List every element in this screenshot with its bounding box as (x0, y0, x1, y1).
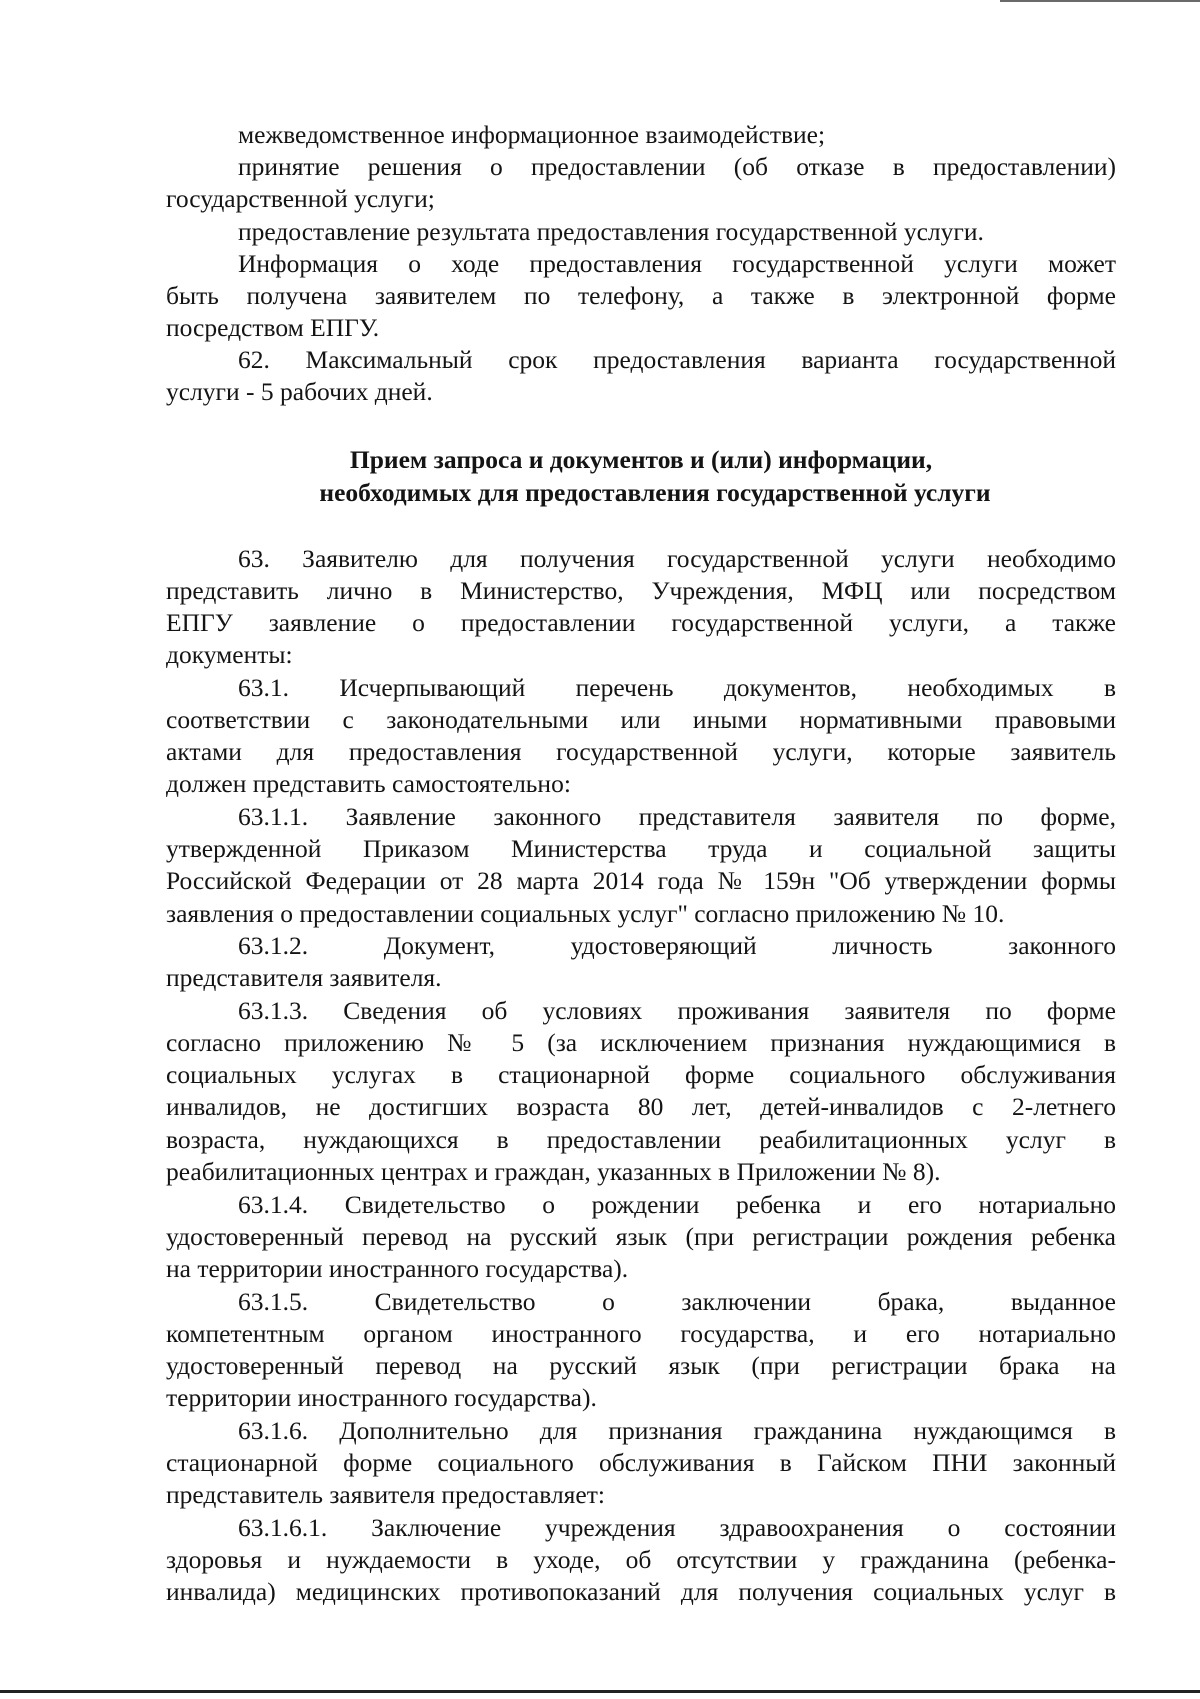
text-line: утвержденной Приказом Министерства труда и социальной защиты (166, 834, 1116, 863)
text-line: представить лично в Министерство, Учреждения, МФЦ или посредством (166, 576, 1116, 605)
text-line: социальных услугах в стационарной форме социального обслуживания (166, 1060, 1116, 1089)
section-heading: Прием запроса и документов и (или) информации, (349, 445, 933, 474)
text-line: принятие решения о предоставлении (об отказе в предоставлении) (238, 152, 1116, 181)
text-line: Российской Федерации от 28 марта 2014 года № 159н "Об утверждении формы (166, 866, 1116, 895)
scan-border-top (1000, 0, 1200, 2)
text-line: актами для предоставления государственной услуги, которые заявитель (166, 737, 1116, 766)
text-line: территории иностранного государства). (166, 1383, 597, 1412)
text-line: 63.1.2. Документ, удостоверяющий личность законного (238, 931, 1116, 960)
text-line: 63.1.1. Заявление законного представителя заявителя по форме, (238, 802, 1116, 831)
text-line: быть получена заявителем по телефону, а также в электронной форме (166, 281, 1116, 310)
text-line: соответствии с законодательными или иными нормативными правовыми (166, 705, 1116, 734)
text-line: удостоверенный перевод на русский язык (при регистрации брака на (166, 1351, 1116, 1380)
text-line: 63.1.3. Сведения об условиях проживания заявителя по форме (238, 996, 1116, 1025)
text-line: представитель заявителя предоставляет: (166, 1480, 605, 1509)
text-line: возраста, нуждающихся в предоставлении реабилитационных услуг в (166, 1125, 1116, 1154)
text-line: ЕПГУ заявление о предоставлении государственной услуги, а также (166, 608, 1116, 637)
text-line: 63.1.5. Свидетельство о заключении брака, выданное (238, 1287, 1116, 1316)
text-line: согласно приложению № 5 (за исключением признания нуждающимися в (166, 1028, 1116, 1057)
text-line: предоставление результата предоставления государственной услуги. (238, 217, 984, 246)
scan-border-bottom (0, 1690, 1200, 1693)
text-line: 63.1. Исчерпывающий перечень документов, необходимых в (238, 673, 1116, 702)
text-line: 63.1.4. Свидетельство о рождении ребенка и его нотариально (238, 1190, 1116, 1219)
text-line: 62. Максимальный срок предоставления варианта государственной (238, 345, 1116, 374)
text-line: стационарной форме социального обслуживания в Гайском ПНИ законный (166, 1448, 1116, 1477)
text-line: государственной услуги; (166, 184, 435, 213)
text-line: посредством ЕПГУ. (166, 313, 380, 342)
text-line: инвалидов, не достигших возраста 80 лет, детей-инвалидов с 2-летнего (166, 1092, 1116, 1121)
text-line: представителя заявителя. (166, 963, 442, 992)
text-line: Информация о ходе предоставления государственной услуги может (238, 249, 1116, 278)
text-line: 63. Заявителю для получения государственной услуги необходимо (238, 544, 1116, 573)
section-heading: необходимых для предоставления государственной услуги (319, 478, 991, 507)
text-line: должен представить самостоятельно: (166, 769, 571, 798)
text-line: заявления о предоставлении социальных услуг" согласно приложению № 10. (166, 899, 1005, 928)
text-line: документы: (166, 640, 293, 669)
text-line: межведомственное информационное взаимодействие; (238, 120, 826, 149)
text-line: компетентным органом иностранного государства, и его нотариально (166, 1319, 1116, 1348)
text-line: инвалида) медицинских противопоказаний для получения социальных услуг в (166, 1577, 1116, 1606)
text-line: здоровья и нуждаемости в уходе, об отсутствии у гражданина (ребенка- (166, 1545, 1116, 1574)
text-line: услуги - 5 рабочих дней. (166, 377, 433, 406)
text-line: на территории иностранного государства). (166, 1254, 629, 1283)
text-line: 63.1.6.1. Заключение учреждения здравоохранения о состоянии (238, 1513, 1116, 1542)
text-line: 63.1.6. Дополнительно для признания гражданина нуждающимся в (238, 1416, 1116, 1445)
text-line: реабилитационных центрах и граждан, указанных в Приложении № 8). (166, 1157, 941, 1186)
text-line: удостоверенный перевод на русский язык (при регистрации рождения ребенка (166, 1222, 1116, 1251)
